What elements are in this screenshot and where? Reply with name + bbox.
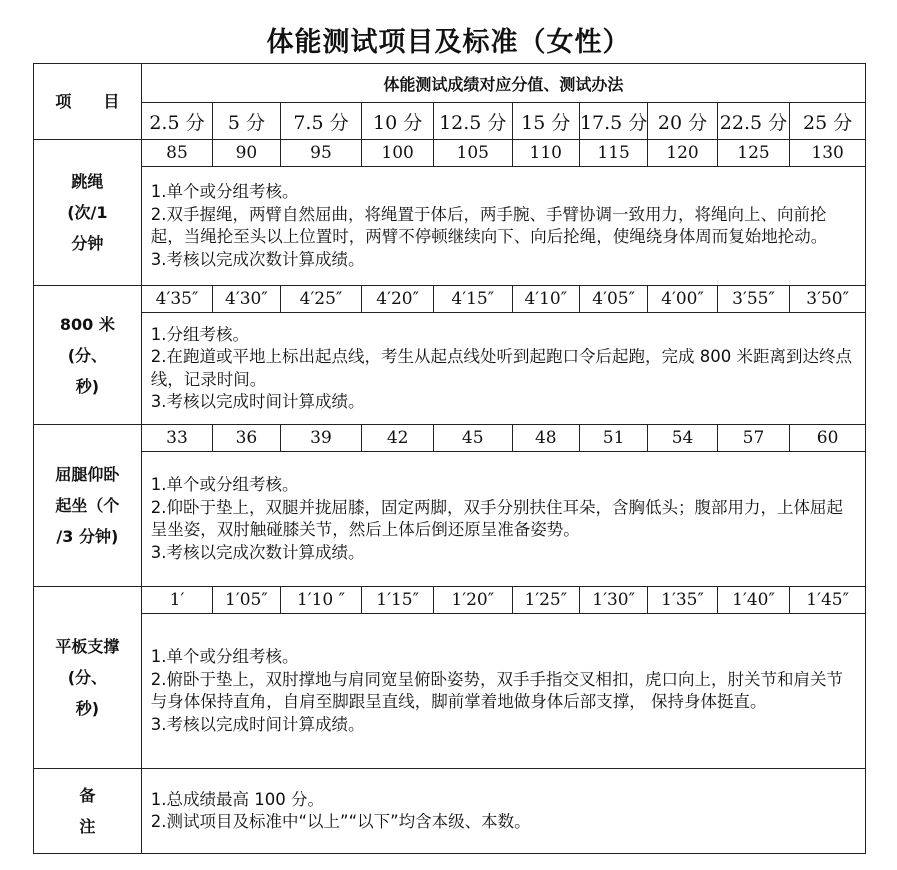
test-item-name-line: /3 分钟) (56, 527, 119, 546)
standard-value-cell: 90 (213, 140, 280, 167)
score-header-cell: 17.5 分 (579, 103, 647, 140)
standard-value-cell: 48 (512, 425, 579, 452)
standard-value-cell: 110 (512, 140, 579, 167)
score-row (34, 103, 866, 140)
test-item-name-line: 800 米 (59, 314, 115, 334)
test-item-name-line: 屈腿仰卧 (55, 465, 120, 484)
standard-value-cell: 60 (790, 425, 866, 452)
standard-value-cell: 36 (213, 425, 280, 452)
description-line: 1.单个或分组考核。 (150, 647, 299, 666)
standard-value-cell: 1′40″ (717, 587, 790, 614)
notes-label-line: 注 (79, 817, 96, 836)
section-values-row (34, 587, 866, 614)
standard-value-cell: 4′20″ (362, 286, 433, 313)
standard-value-cell: 105 (433, 140, 512, 167)
standard-value-cell: 1′05″ (213, 587, 280, 614)
standard-value-cell: 95 (280, 140, 362, 167)
page-title: 体能测试项目及标准（女性） (266, 27, 631, 58)
standard-value-cell: 33 (141, 425, 212, 452)
standard-value-cell: 4′25″ (280, 286, 362, 313)
description-line: 1.分组考核。 (150, 324, 249, 344)
description-line: 2.俯卧于垫上，双肘撑地与肩同宽呈俯卧姿势，双手手指交叉相扣，虎口向上，肘关节和肩关节与身体保持直角，自肩至脚跟呈直线，脚前掌着地做身体后部支撑， 保持身体挺直。 (150, 669, 843, 711)
score-header-cell: 2.5 分 (141, 103, 212, 140)
standards-table (33, 63, 866, 854)
score-header-title: 体能测试成绩对应分值、测试办法 (141, 64, 865, 103)
test-method-description (141, 167, 865, 286)
section-description-row (34, 313, 866, 425)
standard-value-cell: 4′00″ (648, 286, 717, 313)
standard-value-cell: 42 (362, 425, 433, 452)
standard-value-cell: 54 (648, 425, 717, 452)
standard-value-cell: 1′10 ″ (280, 587, 362, 614)
test-item-name (34, 587, 142, 769)
test-item-name-line: (分、 (67, 345, 108, 365)
test-method-description (141, 313, 865, 425)
score-header-cell: 15 分 (512, 103, 579, 140)
standard-value-cell: 45 (433, 425, 512, 452)
standard-value-cell: 125 (717, 140, 790, 167)
standard-value-cell: 4′15″ (433, 286, 512, 313)
notes-label (34, 769, 142, 854)
test-item-name-line: 跳绳 (71, 172, 104, 191)
standard-value-cell: 120 (648, 140, 717, 167)
standard-value-cell: 51 (579, 425, 647, 452)
notes-label-line: 备 (79, 786, 96, 805)
notes-content (141, 769, 865, 854)
standard-value-cell: 1′ (141, 587, 212, 614)
section-values-row (34, 425, 866, 452)
item-column-header: 项 目 (34, 64, 142, 140)
description-line: 3.考核以完成时间计算成绩。 (150, 714, 365, 734)
standard-value-cell: 4′10″ (512, 286, 579, 313)
description-line: 3.考核以完成时间计算成绩。 (150, 392, 365, 411)
standard-value-cell: 4′30″ (213, 286, 280, 313)
standard-value-cell: 1′35″ (648, 587, 717, 614)
standard-value-cell: 85 (141, 140, 212, 167)
standard-value-cell: 4′35″ (141, 286, 212, 313)
note-line: 1.总成绩最高 100 分。 (150, 789, 324, 809)
test-item-name-line: 分钟 (71, 234, 104, 253)
test-item-name-line: (次/1 (67, 203, 108, 222)
standard-value-cell: 130 (790, 140, 866, 167)
standard-value-cell: 3′50″ (790, 286, 866, 313)
standard-value-cell: 57 (717, 425, 790, 452)
test-item-name-line: (分、 (67, 668, 108, 687)
score-header-cell: 20 分 (648, 103, 717, 140)
standard-value-cell: 39 (280, 425, 362, 452)
description-line: 1.单个或分组考核。 (150, 182, 299, 201)
section-description-row (34, 614, 866, 769)
standard-value-cell: 1′15″ (362, 587, 433, 614)
standard-value-cell: 115 (579, 140, 647, 167)
score-header-cell: 7.5 分 (280, 103, 362, 140)
standard-value-cell: 1′25″ (512, 587, 579, 614)
score-header-cell: 12.5 分 (433, 103, 512, 140)
test-method-description (141, 614, 865, 769)
description-line: 2.双手握绳，两臂自然屈曲，将绳置于体后，两手腕、手臂协调一致用力，将绳向上、向前抡起，当绳抡至头以上位置时，两臂不停顿继续向下、向后抡绳，使绳绕身体周而复始地抡动。 (150, 204, 828, 246)
test-item-name-line: 秒) (75, 376, 100, 396)
standard-value-cell: 100 (362, 140, 433, 167)
standard-value-cell: 1′30″ (579, 587, 647, 614)
test-method-description (141, 452, 865, 587)
standard-value-cell: 1′45″ (790, 587, 866, 614)
description-line: 3.考核以完成次数计算成绩。 (150, 249, 365, 269)
description-line: 2.仰卧于垫上，双腿并拢屈膝，固定两脚，双手分别扶住耳朵，含胸低头；腹部用力，上体屈起呈坐姿，双肘触碰膝关节，然后上体后倒还原呈准备姿势。 (150, 497, 843, 539)
description-line: 2.在跑道或平地上标出起点线，考生从起点线处听到起跑口令后起跑，完成 800 米距离到达终点线，记录时间。 (150, 347, 852, 389)
standard-value-cell: 4′05″ (579, 286, 647, 313)
score-header-cell: 25 分 (790, 103, 866, 140)
standard-value-cell: 1′20″ (433, 587, 512, 614)
test-item-name (34, 140, 142, 286)
score-header-cell: 10 分 (362, 103, 433, 140)
test-item-name (34, 286, 142, 425)
score-header-cell: 5 分 (213, 103, 280, 140)
notes-row (34, 769, 866, 854)
test-item-name (34, 425, 142, 587)
section-values-row (34, 286, 866, 313)
note-line: 2.测试项目及标准中“以上”“以下”均含本级、本数。 (150, 812, 531, 831)
section-values-row (34, 140, 866, 167)
test-item-name-line: 起坐（个 (55, 496, 120, 515)
description-line: 1.单个或分组考核。 (150, 475, 299, 494)
score-header-cell: 22.5 分 (717, 103, 790, 140)
description-line: 3.考核以完成次数计算成绩。 (150, 542, 365, 562)
section-description-row (34, 452, 866, 587)
section-description-row (34, 167, 866, 286)
test-item-name-line: 平板支撑 (55, 637, 120, 656)
standard-value-cell: 3′55″ (717, 286, 790, 313)
test-item-name-line: 秒) (75, 699, 100, 718)
